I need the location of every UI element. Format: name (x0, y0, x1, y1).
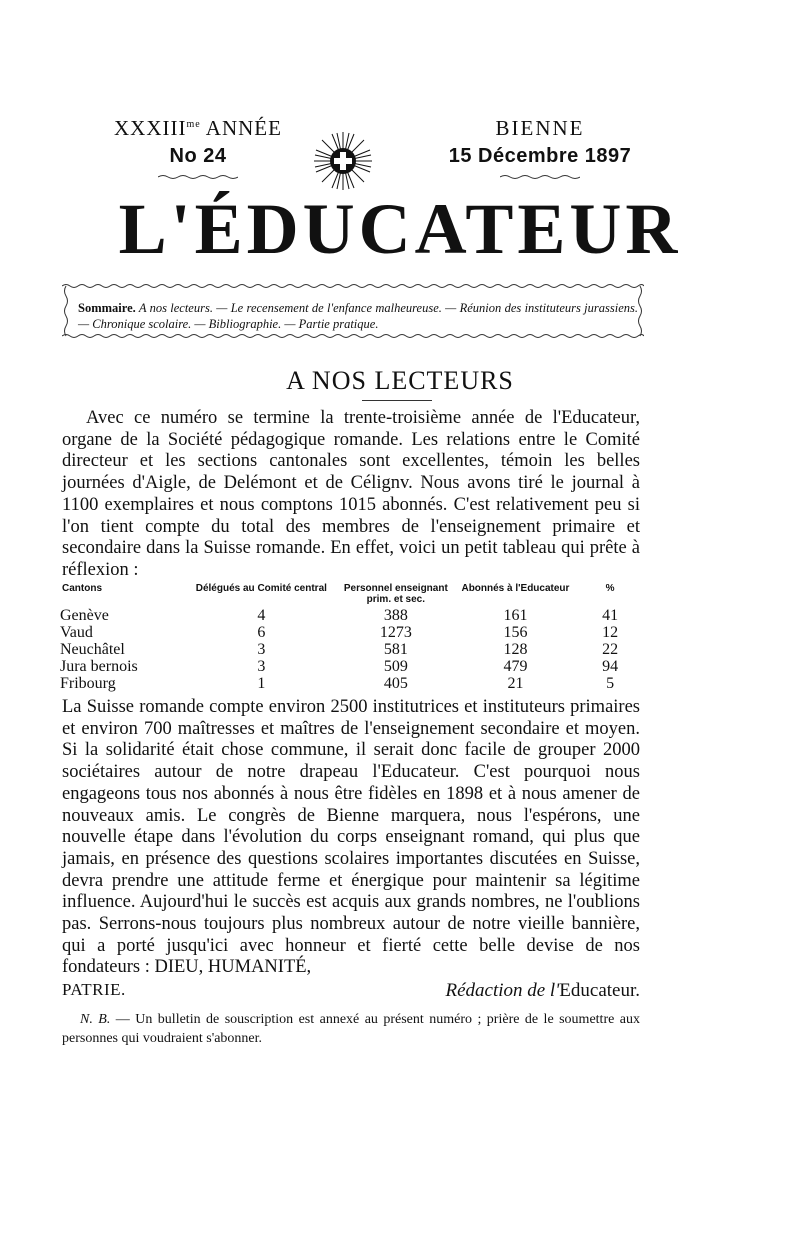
table-cell: Fribourg (60, 675, 116, 692)
year-label: $XXXIII^{me}$ ANNÉE (114, 116, 282, 140)
table-cell: 21 (507, 675, 524, 692)
header-left (98, 116, 298, 180)
header-right (430, 116, 650, 180)
table-cell: 479 (503, 658, 528, 675)
sommaire-text: Sommaire. A nos lecteurs. — Le recensement de l'enfance malheureuse. — Réunion des instituteurs jurassiens. — Chronique scolaire. — Bibliographie. — Partie pratique. (78, 301, 638, 331)
table-cell: 405 (383, 675, 408, 692)
table-cell: 4 (257, 607, 266, 624)
nota-bene: N. B. — Un bulletin de souscription est annexé au présent numéro ; prière de le soumettre aux personnes qui voudraient s'abonner. (62, 1012, 640, 1046)
issue-number: No 24 (169, 145, 227, 167)
article-paragraph-2: La Suisse romande compte environ 2500 institutrices et instituteurs primaires et environ 700 maîtresses et maîtres de l'enseignement secondaire et moyen. Si la solidarité était chose commune, il serait donc facile de grouper 2000 sociétaires autour de notre drapeau l'Educateur. C'est pourquoi nous engageons tous nos abonnés à nous être fidèles en 1898 et à nous amener de nouveaux amis. Le congrès de Bienne marquera, nous l'espérons, une nouvelle étape dans l'évolution du corps enseignant romand, qui plus que jamais, en présence des questions scolaires importantes discutées en Suisse, devra prendre une attitude ferme et énergique pour maintenir sa légitime influence. Aujourd'hui le succès est acquis aux grands nombres, ne l'oublions pas. Serrons-nous toujours plus nombreux autour de notre vieille bannière, qui a porté jusqu'ici avec honneur et fierté cette belle devise de nos fondateurs : DIEU, HUMANITÉ, (62, 697, 640, 978)
table-cell: 1273 (379, 624, 412, 641)
signature: Rédaction de l'Educateur. (445, 980, 640, 1001)
signature-line (62, 980, 640, 1000)
header-left-squiggle (158, 174, 238, 180)
issue-date: 15 Décembre 1897 (448, 145, 632, 167)
table-row (60, 607, 640, 624)
table-cell: 156 (503, 624, 528, 641)
table-row (60, 641, 640, 658)
table-cell: 3 (257, 641, 266, 658)
table-cell: 128 (503, 641, 528, 658)
title-rule (362, 400, 432, 401)
table-cell: 161 (503, 607, 528, 624)
table-cell: Genève (60, 607, 109, 624)
city-label: BIENNE (495, 116, 585, 140)
table-cell: 1 (257, 675, 266, 692)
article-paragraph-1: Avec ce numéro se termine la trente-troisième année de l'Educateur, organe de la Société pédagogique romande. Les relations entre le Comité directeur et les sections cantonales sont excellentes, témoin les belles journées d'Aigle, de Delémont et de Célignv. Nous avons tiré le journal à 1100 exemplaires et nous comptons 1015 abonnés. C'est relativement peu si l'on tient compte du total des membres de l'enseignement primaire et secondaire dans la Suisse romande. En effet, voici un petit tableau qui prête à réflexion : (62, 408, 640, 580)
article-title: A NOS LECTEURS (286, 366, 514, 395)
table-cell: Jura bernois (60, 658, 138, 675)
table-cell: 94 (602, 658, 619, 675)
table-cell: 22 (602, 641, 619, 658)
table-cell: 5 (606, 675, 615, 692)
stats-table (60, 583, 640, 692)
masthead-title: L'ÉDUCATEUR (118, 189, 682, 269)
table-cell: 388 (383, 607, 408, 624)
table-header-row (60, 583, 640, 607)
table-cell: 581 (383, 641, 408, 658)
table-cell: 41 (602, 607, 619, 624)
table-header-cell: Cantons (62, 583, 102, 594)
table-cell: 12 (602, 624, 619, 641)
table-cell: 6 (257, 624, 266, 641)
table-cell: Vaud (60, 624, 93, 641)
table-row (60, 658, 640, 675)
table-cell: 3 (257, 658, 266, 675)
table-header-cell: % (605, 583, 615, 594)
table-cell: 509 (383, 658, 408, 675)
header-right-squiggle (500, 174, 580, 180)
table-row (60, 675, 640, 692)
motto-end: PATRIE. (62, 980, 126, 999)
table-header-cell: Abonnés à l'Educateur (461, 583, 570, 594)
table-header-cell: Délégués au Comité central (195, 583, 327, 594)
swiss-cross-emblem-icon (312, 130, 374, 192)
table-cell: Neuchâtel (60, 641, 125, 658)
table-header-cell: Personnel enseignant prim. et sec. (343, 583, 448, 605)
table-row (60, 624, 640, 641)
